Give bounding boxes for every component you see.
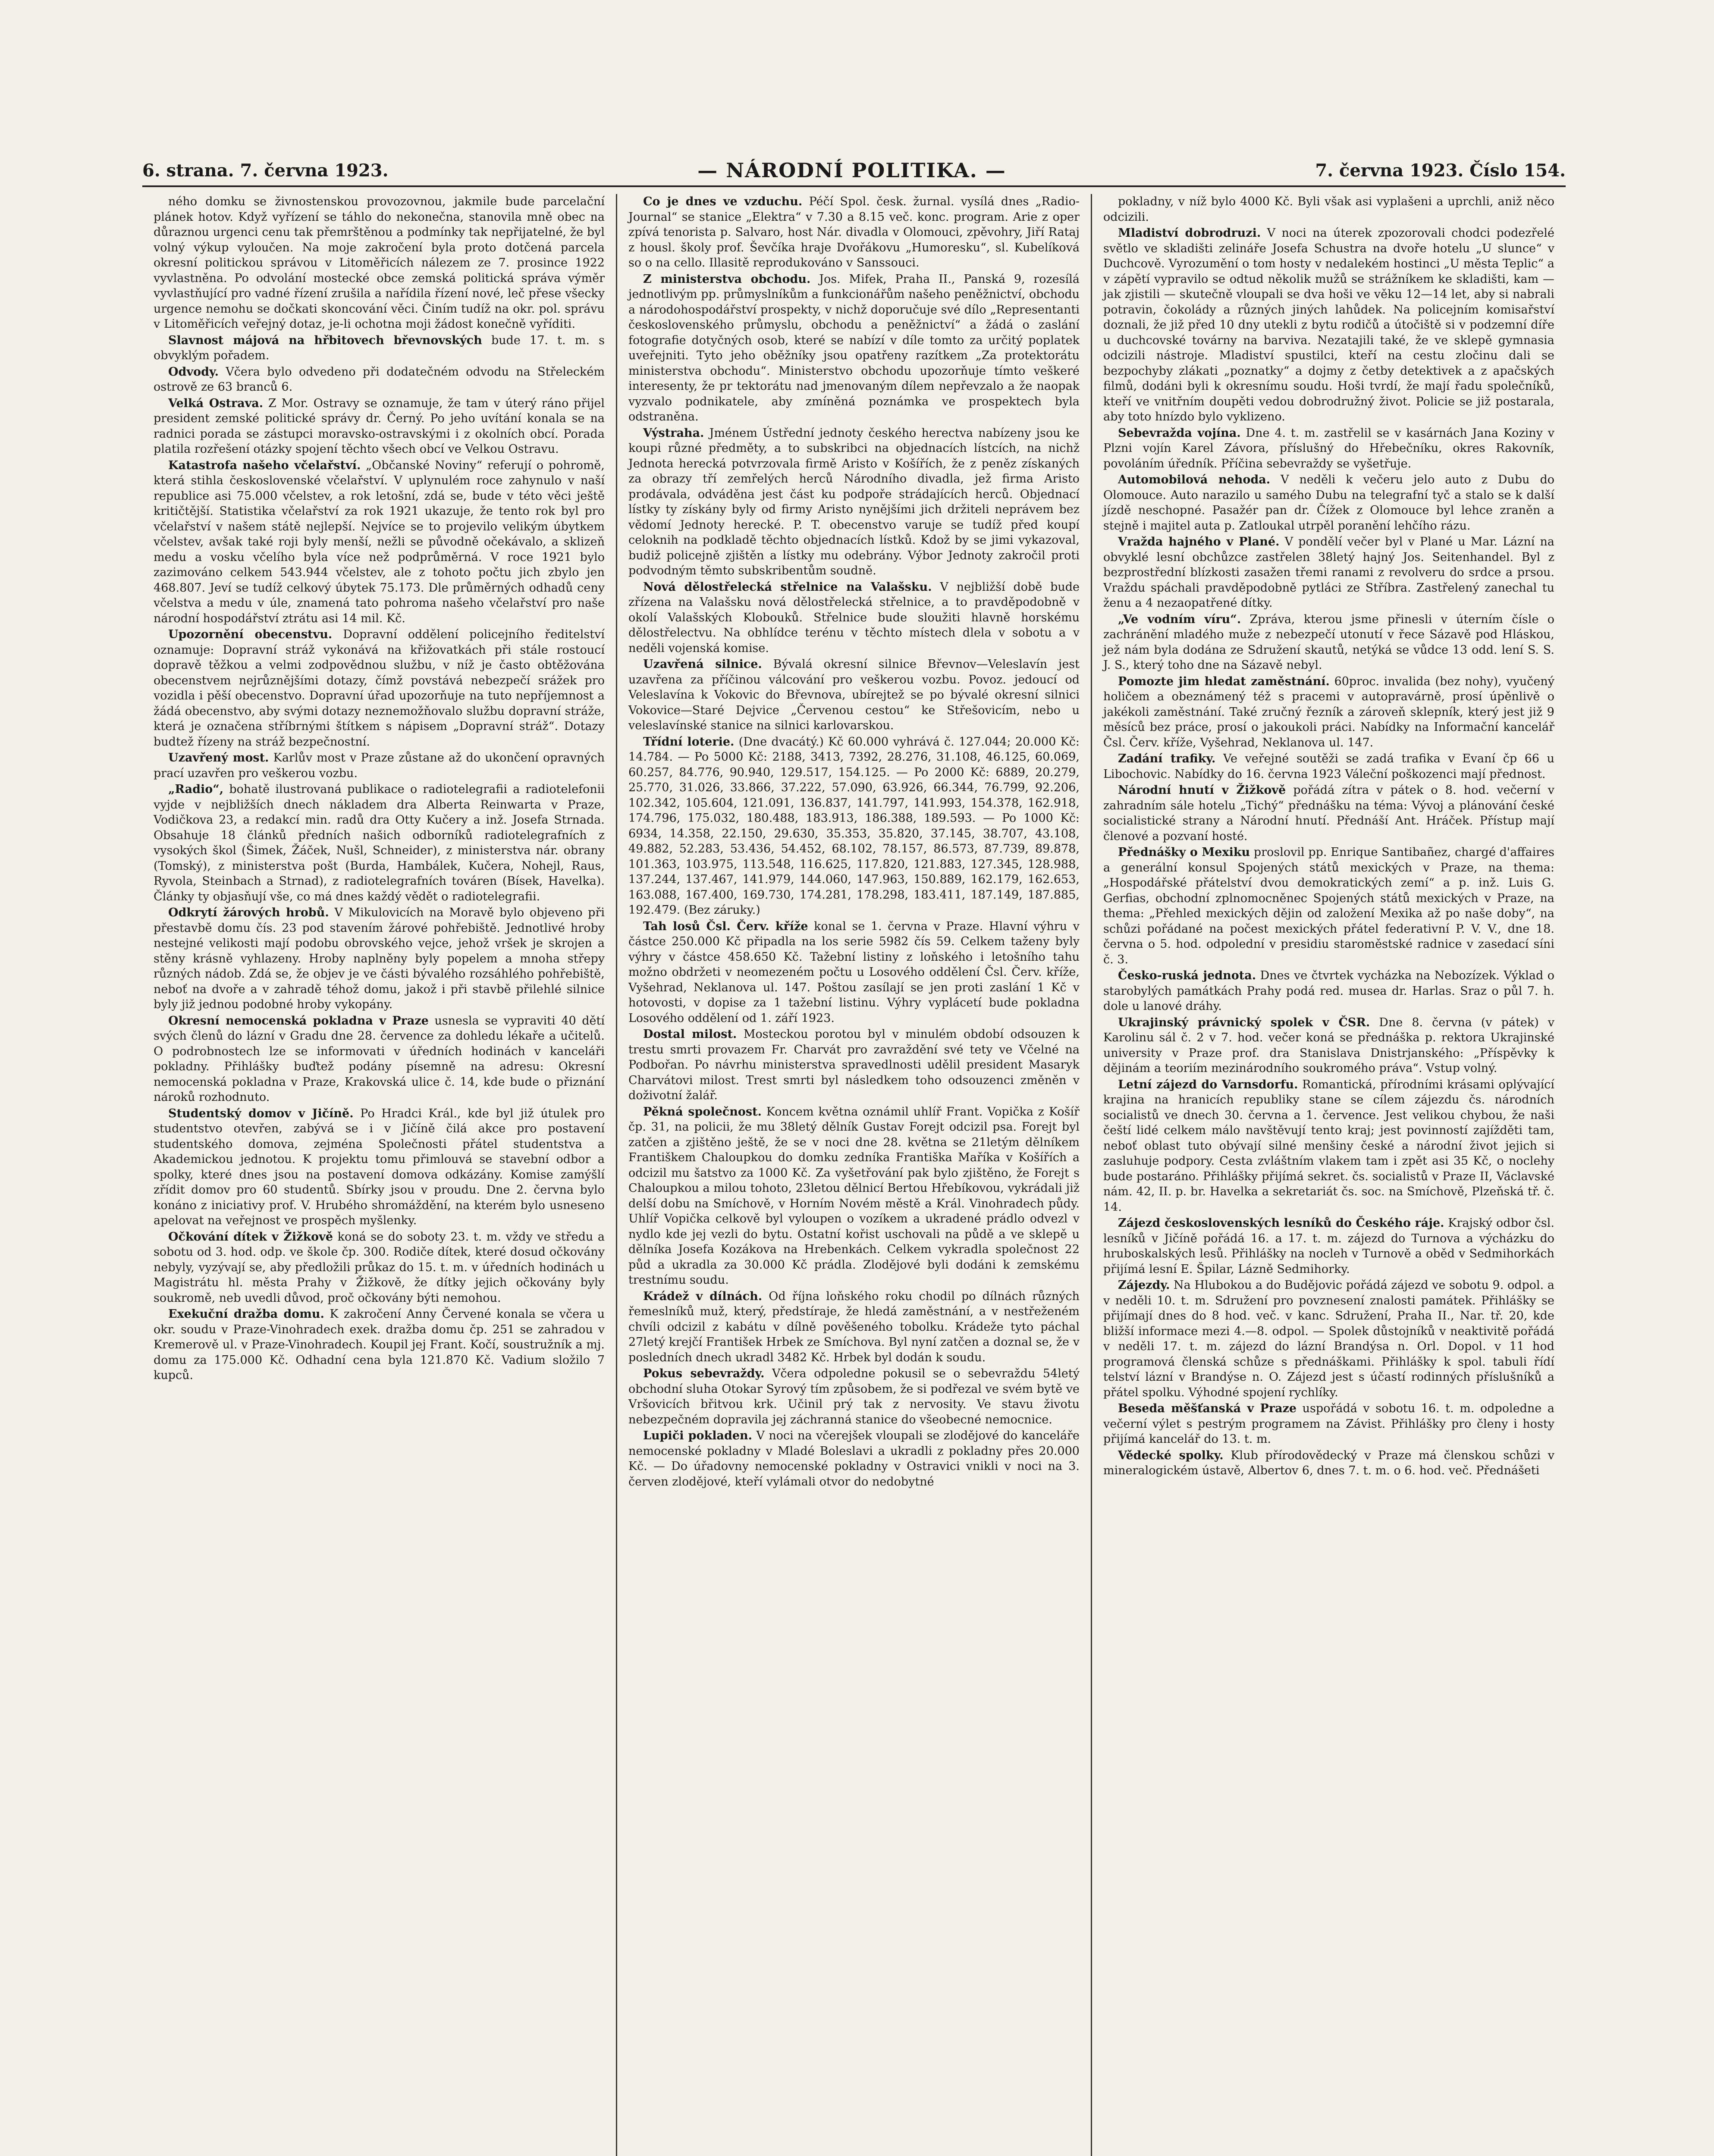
article-title: Zájezd československých lesníků do Českého ráje. <box>1118 1216 1444 1230</box>
article-body: ného domku se živnostenskou provozovnou, jakmile bude parcelační plánek hotov. Když vyřízení se táhlo do nekonečna, stanovila mně obec na důraznou urgenci cenu tak přemrštěnou a podmínky tak nepřijatelné, že byl volný výkup vyloučen. Na moje zakročení byla proto dotčená parcela okresní politickou správou v Litoměřicích nálezem ze 7. prosince 1922 vyvlastněna. Po odvolání mostecké obce zemská politická správa výměr vyvlastňující pro vadné řízení zrušila a nařídila řízení nové, leč přese všecky urgence nemohu se dočkati skoncování věci. Činím tudíž na okr. pol. správu v Litoměřicích veřejný dotaz, je-li ochotna moji žádost konečně vyříditi. <box>154 195 605 331</box>
article <box>628 426 1080 579</box>
article-title: Pěkná společnost. <box>643 1105 762 1119</box>
article-body: pokladny, v níž bylo 4000 Kč. Byli však asi vyplašeni a uprchli, aniž něco odcizili. <box>1103 195 1554 224</box>
article-body: usnesla se vypraviti 40 dětí svých členů do lázní v Gradu dne 28. července za dohledu lékaře a učitelů. O podrobnostech lze se informovati v úředních hodinách v kanceláři pokladny. Přihlášky buďtež podány písemně na adresu: Okresní nemocenská pokladna v Praze, Krakovská ulice č. 14, kde bude o přiznání nároků rozhodnuto. <box>154 1014 605 1104</box>
masthead-title: — NÁRODNÍ POLITIKA. — <box>697 159 1006 182</box>
article-body: Zpráva, kterou jsme přinesli v úterním čísle o zachránění mladého muže z nebezpečí utonutí v řece Sázavě pod Hláskou, jež nám byla dodána ze Sdružení skautů, netýká se vůdce 13 odd. lení S. S. J. S., který toho dne na Sázavě nebyl. <box>1103 612 1554 672</box>
article <box>628 1104 1080 1288</box>
article-title: Letní zájezd do Varnsdorfu. <box>1118 1078 1298 1091</box>
article-body: V neděli k večeru jelo auto z Dubu do Olomouce. Auto narazilo u samého Dubu na telegrafní tyč a stalo se k další jízdě neschopné. Pasažér pan dr. Čížek z Olomouce byl lehce zraněn a stejně i majitel auta p. Zatloukal utrpěl poranění lehčího rázu. <box>1103 473 1554 533</box>
article-title: Třídní loterie. <box>643 735 735 749</box>
article <box>628 919 1080 1026</box>
article-title: Okresní nemocenská pokladna v Praze <box>168 1014 429 1028</box>
article <box>154 905 605 1012</box>
columns <box>142 194 1566 2156</box>
article-title: Přednášky o Mexiku <box>1118 846 1250 859</box>
article-title: Ukrajinský právnický spolek v ČSR. <box>1118 1015 1370 1029</box>
article <box>1103 612 1554 673</box>
article-body: 60proc. invalida (bez nohy), vyučený holičem a obeznámený též s pracemi v autopravárně, prosí úpěnlivě o jakékoli zaměstnání. Také zručný řezník a zároveň sklepník, který jest již 9 měsíců bez práce, prosí o jakoukoli práci. Nabídky na Informační kancelář Čsl. Červ. kříže, Vyšehrad, Neklanova ul. 147. <box>1103 674 1554 749</box>
article-title: Slavnost májová na hřbitovech břevnovských <box>168 333 482 347</box>
article <box>1103 968 1554 1014</box>
article <box>154 1106 605 1228</box>
article-body: Klub přírodovědecký v Praze má členskou schůzi v mineralogickém ústavě, Albertov 6, dnes 7. t. m. o 6. hod. več. Přednášeti <box>1103 1448 1554 1477</box>
article-body: Karlův most v Praze zůstane až do ukončení opravných prací uzavřen pro veškerou vozbu. <box>154 751 605 780</box>
header-left: 6. strana. 7. června 1923. <box>142 160 389 181</box>
article <box>1103 534 1554 611</box>
article-title: Co je dnes ve vzduchu. <box>643 195 803 208</box>
article-body: Jos. Mifek, Praha II., Panská 9, rozesílá jednotlivým pp. průmyslníkům a funkcionářům našeho peněžnictví, obchodu a národohospodářství prospekty, v nichž doporučuje své dílo „Representanti československého průmyslu, obchodu a peněžnictví“ a žádá o zaslání fotografie dotyčných osob, které se nabízí v díle tomto za určitý poplatek uveřejniti. Tyto jeho oběžníky jsou opatřeny razítkem „Za protektorátu ministerstva obchodu“. Ministerstvo obchodu upozorňuje tímto veškeré interesenty, že pr tektorátu nad jmenovaným dílem nepřevzalo a že naopak vyzvalo podnikatele, aby zmíněná poznámka ve prospektech byla odstraněna. <box>628 272 1080 423</box>
article-title: Automobilová nehoda. <box>1118 473 1271 486</box>
article-body: koná se do soboty 23. t. m. vždy ve středu a sobotu od 3. hod. odp. ve škole čp. 300. Rodiče dítek, které dosud očkovány nebyly, vyzývají se, aby předložili průkaz do 15. t. m. v úředních hodinách u Magistrátu hl. města Prahy v Žižkově, že dítky jejich očkovány byly soukromě, neb uvedli důvod, proč očkovány býti nemohou. <box>154 1230 605 1305</box>
article <box>1103 674 1554 751</box>
article <box>628 1366 1080 1427</box>
article-title: „Ve vodním víru“. <box>1118 612 1241 626</box>
article <box>154 364 605 395</box>
article-title: Vědecké spolky. <box>1118 1448 1224 1462</box>
article-body: Včera odpoledne pokusil se o sebevraždu 54letý obchodní sluha Otokar Syrový tím způsobem, že si podřezal ve svém bytě ve Vršovicích břitvou krk. Učinil prý tak z nervosity. Ve stavu životu nebezpečném dopravila jej záchranná stanice do všeobecné nemocnice. <box>628 1367 1080 1426</box>
article-body: „Občanské Noviny“ referují o pohromě, která stihla československé včelařství. V uplynulém roce zahynulo v naší republice asi 75.000 včelstev, a rok letošní, zdá se, bude v této věci ještě kritičtější. Statistika včelařství za rok 1921 ukazuje, že tento rok byl pro včelařství v našem státě nejlepší. Nejvíce se to projevilo velikým úbytkem včelstev, avšak také roji byly menší, nežli se původně očekávalo, a sklizeň medu a vosku včelího byla více než podprůměrná. V roce 1921 bylo zazimováno celkem 543.944 včelstev, ale z tohoto počtu jich zbylo jen 468.807. Jeví se tudíž celkový úbytek 75.173. Dle průměrných odhadů ceny včelstva a medu v úle, znamená tato pohroma našeho včelařství pro naše národní hospodářství ztrátu asi 14 mil. Kč. <box>154 458 605 625</box>
article <box>628 272 1080 425</box>
article-body: Včera bylo odvedeno při dodatečném odvodu na Střeleckém ostrově ze 63 branců 6. <box>154 365 605 394</box>
article <box>628 1027 1080 1103</box>
article-body: Dne 8. června (v pátek) v Karolinu sál č. 2 v 7. hod. večer koná se přednáška p. rektora Ukrajinské university v Praze prof. dra Stanislava Dnistrjanského: „Příspěvky k dějinám a teoriím mezinárodního soukromého práva“. Vstup volný. <box>1103 1015 1554 1075</box>
article-title: Lupiči pokladen. <box>643 1429 753 1442</box>
article-title: Uzavřený most. <box>168 751 269 765</box>
article-body: bude 17. t. m. s obvyklým pořadem. <box>154 333 605 362</box>
article-body: V pondělí večer byl v Plané u Mar. Lázní na obvyklé lesní obchůzce zastřelen 38letý hajný Jos. Seitenhandel. Byl z bezprostřední blízkosti zasažen třemi ranami z revolveru do srdce a prsou. Vraždu spáchali pravděpodobně pytláci ze Stříbra. Zastřelený zanechal tu ženu a 4 nezaopatřené dítky. <box>1103 535 1554 610</box>
article-body: Koncem května oznámil uhlíř Frant. Vopička z Košíř čp. 31, na policii, že mu 38letý dělník Gustav Forejt odcizil psa. Forejt byl zatčen a zjištěno ještě, že se v noci dne 28. května se 21letým dělníkem Františkem Chaloupkou do domku zedníka Františka Maříka v Košířích a odcizil mu šatstvo za 1000 Kč. Za vyšetřování pak bylo zjištěno, že Forejt s Chaloupkou a milou tohoto, 23letou dělnicí Bertou Hřebíkovou, vykrádali již delší dobu na Smíchově, v Horním Novém městě a Král. Vinohradech půdy. Uhlíř Vopička celkově byl vyloupen o vozíkem a ukradené prádlo odvezl v nydlo kde jej vezli do bytu. Ostatní kořist uschovali na půdě a ve sklepě u dělníka Josefa Kozákova na Hrebenkách. Celkem vykradla společnost 22 půd a ukradla za 30.000 Kč prádla. Zlodějové byli dodáni k zemskému trestnímu soudu. <box>628 1105 1080 1287</box>
article-title: „Radio“, <box>168 783 224 796</box>
article-title: Krádež v dílnách. <box>643 1289 763 1303</box>
article-body: proslovil pp. Enrique Santibañez, chargé d'affaires a generální konsul Spojených států mexických v Praze, na thema: „Hospodářské přátelství dvou demokratických zemí“ a p. inž. Luis G. Gerfias, obchodní zplnomocněnec Spojených států mexických v Praze, na thema: „Přehled mexických dějin od založení Mexika až po naše doby“, na schůzi pořádané na počest mexických přátel federativní P. V. V., dne 18. června o 5. hod. odpolední v presidiu staroměstské radnice v zasedací síni č. 3. <box>1103 846 1554 966</box>
article-title: Odvody. <box>168 365 219 379</box>
article-title: Velká Ostrava. <box>168 396 264 410</box>
article-title: Katastrofa našeho včelařství. <box>168 458 361 472</box>
article-title: Exekuční dražba domu. <box>168 1307 324 1321</box>
article-title: Zadání trafiky. <box>1118 752 1216 765</box>
article-title: Uzavřená silnice. <box>643 658 762 671</box>
article <box>1103 1448 1554 1479</box>
article-body: V Mikulovicích na Moravě bylo objeveno při přestavbě domu čís. 23 pod stavením žárové pohřebiště. Jednotlivé hroby nestejné velikosti mají podobu obrovského vejce, jehož vršek je skrojen a stěny krásně vyhlazeny. Hroby naplněny byly popelem a mnoha střepy různých nádob. Zdá se, že objev je ve části bývalého rozsáhlého pohřebiště, neboť na dvoře a v zahradě téhož domu, jakož i při stavbě přilehlé silnice byly již jednou podobné hroby vykopány. <box>154 906 605 1011</box>
article <box>628 1428 1080 1489</box>
article-body: Na Hlubokou a do Budějovic pořádá zájezd ve sobotu 9. odpol. a v neděli 10. t. m. Sdružení pro povznesení znalosti památek. Přihlášky se přijímají dnes do 8 hod. več. v kanc. Sdružení, Praha II., Nar. tř. 20, kde bližší informace mezi 4.—8. odpol. — Spolek důstojníků v neaktivitě pořádá v neděli 17. t. m. zájezd do lázní Brandýsa n. Orl. Dopol. v 11 hod programová členská schůze s přednáškami. Přihlášky k spol. tabuli řídí telství lázní v Brandýse n. O. Zájezd jest s účastí rodinných příslušníků a přátel spolku. Výhodné spojení rychlíky. <box>1103 1279 1554 1399</box>
article-title: Zájezdy. <box>1118 1279 1170 1292</box>
article <box>154 1229 605 1306</box>
article <box>1103 751 1554 782</box>
article <box>154 458 605 627</box>
article <box>154 333 605 364</box>
column-3 <box>1091 194 1566 2156</box>
article-body: uspořádá v sobotu 16. t. m. odpoledne a večerní výlet s pestrým programem na Závist. Přihlášky pro členy i hosty přijímá kancelář do 13. t. m. <box>1103 1402 1554 1446</box>
article <box>1103 845 1554 967</box>
article <box>628 194 1080 271</box>
article-title: Odkrytí žárových hrobů. <box>168 906 329 919</box>
article-title: Národní hnutí v Žižkově <box>1118 783 1286 797</box>
column-1 <box>142 194 616 2156</box>
article <box>154 782 605 904</box>
article-body: Po Hradci Král., kde byl již útulek pro studentstvo otevřen, zabývá se i v Jičíně čilá akce pro postavení studentského domova, zejména Společnosti přátel studentstva a Akademickou jednotou. K projektu tomu přimlouvá se stavební odbor a spolky, které dnes jsou na postavení domova odkázány. Komise zamýšlí zřídit domov pro 60 studentů. Sbírky jsou v proudu. Dne 2. června bylo konáno z iniciativy prof. V. Hrubého shromáždění, na kterém bylo usneseno apelovat na veřejnost ve prospěch myšlenky. <box>154 1106 605 1227</box>
article-title: Beseda měšťanská v Praze <box>1118 1402 1297 1415</box>
article <box>1103 226 1554 425</box>
article-body: konal se 1. června v Praze. Hlavní výhru v částce 250.000 Kč připadla na los serie 5982 čís 59. Celkem taženy byly výhry v částce 458.650 Kč. Tažební listiny z loňského i letošního tahu možno obdržeti v neomezeném počtu u Losového oddělení Čsl. Červ. kříže, Vyšehrad, Neklanova ul. 147. Poštou zasílají se jen proti zaslání 1 Kč v hotovosti, v dopise za 1 tažební listinu. Výhry vyplácetí bude pokladna Losového oddělení od 1. září 1923. <box>628 919 1080 1025</box>
article <box>1103 1077 1554 1215</box>
article-body: Dne 4. t. m. zastřelil se v kasárnách Jana Koziny v Plzni vojín Karel Závora, příslušný do Hřebečníku, okres Rakovník, povoláním úředník. Příčina sebevraždy se vyšetřuje. <box>1103 426 1554 470</box>
article-body: V noci na úterek zpozorovali chodci podezřelé světlo ve skladišti zelináře Josefa Schustra na dvoře hotelu „U slunce“ v Duchcově. Vyrozumění o tom hosty v nedalekém hostinci „U města Teplic“ a v zápětí vypravilo se odtud několik mužů se strážníkem ke skladišti, kam — jak zjistili — skutečně vloupali se dva hoši ve věku 12—14 let, aby si nabrali potravin, čokolády a různých jiných lahůdek. Na policejním komisařství doznali, že již před 10 dny utekli z bytu rodičů a útočiště si v podzemní díře u duchcovské továrny na barviva. Nezatajili také, že ve sklepě gymnasia odcizili nástroje. Mladiství spustilci, kteří na cestu zločinu dali se bezpochyby zlákati „poznatky“ a dojmy z četby detektivek a z apačských filmů, dodáni byli k okresnímu soudu. Hoši tvrdí, že mají řadu společníků, kteří ve vnitřním doupěti vedou dobrodružný život. Policie se již postarala, aby toto hnízdo bylo vyklizeno. <box>1103 226 1554 423</box>
article <box>154 627 605 749</box>
article-title: Pokus sebevraždy. <box>643 1367 765 1380</box>
article-body: Mosteckou porotou byl v minulém období odsouzen k trestu smrti provazem Fr. Charvát pro zavraždění své tety ve Včelné na Podbořan. Po návrhu ministerstva spravedlnosti udělil president Masaryk Charvátovi milost. Trest smrti byl následkem toho odsouzenci změněn v doživotní žalář. <box>628 1028 1080 1102</box>
article <box>1103 194 1554 225</box>
article-body: (Dne dvacátý.) Kč 60.000 vyhrává č. 127.044; 20.000 Kč: 14.784. — Po 5000 Kč: 2188, 3413, 7392, 28.276, 31.108, 46.125, 60.069, 60.257, 84.776, 90.940, 129.517, 154.125. — Po 2000 Kč: 6889, 20.279, 25.770, 31.026, 33.866, 37.222, 57.090, 63.926, 66.344, 76.799, 92.206, 102.342, 105.604, 121.091, 136.837, 141.797, 141.993, 154.378, 162.918, 174.796, 175.032, 180.488, 183.913, 186.388, 189.593. — Po 1000 Kč: 6934, 14.358, 22.150, 29.630, 35.353, 35.820, 37.145, 38.707, 43.108, 49.882, 52.283, 53.436, 54.452, 68.102, 78.157, 86.573, 87.739, 89.878, 101.363, 103.975, 113.548, 116.625, 117.820, 121.883, 127.345, 128.988, 137.244, 137.467, 141.979, 144.060, 147.963, 150.889, 162.179, 162.653, 163.088, 167.400, 169.730, 174.281, 178.298, 183.411, 187.149, 187.885, 192.479. (Bez záruky.) <box>628 735 1080 917</box>
article <box>1103 1015 1554 1076</box>
article-title: Pomozte jim hledat zaměstnání. <box>1118 674 1330 688</box>
header-right: 7. června 1923. Číslo 154. <box>1315 160 1566 181</box>
article <box>1103 1401 1554 1447</box>
article-body: Jménem Ústřední jednoty českého herectva nabízeny jsou ke koupi různé předměty, a to subskribci na objednacích lístcích, na nichž Jednota herecká potvrzovala firmě Aristo v Košířích, že z peněz získaných za obrazy tří zemřelých herců Národního divadla, jež firma Aristo prodávala, odváděna jest část ku podpoře strádajících herců. Objednací lístky ty získány byly od firmy Aristo nynějšími jich držiteli neprávem bez vědomí Jednoty herecké. P. T. obecenstvo varuje se tudíž před koupí celoknih na podkladě těchto objednacích lístků. Kdož by se jimi vykazoval, budiž policejně zjištěn a lístky mu odebrány. Výbor Jednoty zakročil proti podvodným těmto subskribentům soudně. <box>628 426 1080 577</box>
article <box>154 1307 605 1383</box>
article-body: Péčí Spol. česk. žurnal. vysílá dnes „Radio-Journal“ se stanice „Elektra“ v 7.30 a 8.15 več. konc. program. Arie z oper zpívá tenorista p. Salvaro, host Nár. divadla v Olomouci, zpěvohry, Jiří Rataj z housl. školy prof. Ševčíka hraje Dvořákovu „Humoresku“, sl. Kubelíková so o na cello. Illasitě reprodukováno v Sanssouci. <box>628 195 1080 270</box>
article-title: Očkování dítek v Žižkově <box>168 1230 333 1244</box>
article-title: Dostal milost. <box>643 1028 737 1041</box>
article-body: Romantická, přírodními krásami oplývající krajina na hranicích republiky stane se cílem zájezdu čs. národních socialistů ve dnech 30. června a 1. července. Jest velikou chybou, že naši čeští lidé celkem málo navštěvují tento kraj; jest povinností zajížděti tam, neboť oblast tuto obývají silné menšiny české a národní život jejich si zasluhuje podpory. Cesta zvláštním vlakem tam i zpět asi 35 Kč, o noclehy bude postaráno. Přihlášky přijímá sekret. čs. socialistů v Praze II, Václavské nám. 42, II. p. br. Havelka a sekretariát čs. soc. na Smíchově, Plzeňská tř. č. 14. <box>1103 1078 1554 1214</box>
article-title: Česko-ruská jednota. <box>1118 969 1256 982</box>
article-body: K zakročení Anny Červené konala se včera u okr. soudu v Praze-Vinohradech exek. dražba domu čp. 251 se zahradou v Kremerově ul. v Praze-Vinohradech. Koupil jej Frant. Kočí, soustružník a mj. domu za 175.000 Kč. Odhadní cena byla 121.870 Kč. Vadium složilo 7 kupců. <box>154 1307 605 1382</box>
article <box>1103 783 1554 844</box>
article-body: Bývalá okresní silnice Břevnov—Veleslavín jest uzavřena za příčinou válcování pro veškerou vozbu. Povoz. jedoucí od Veleslavína k Vokovic do Břevnova, ubírejtež se po bývalé okresní silnici Vokovice—Staré Dejvice „Červenou cestou“ ke Střešovicím, nebo u veleslavínské stanice na silnici karlovarskou. <box>628 658 1080 732</box>
article-body: V nejbližší době bude zřízena na Valašsku nová dělostřelecká střelnice, a to pravděpodobně v okolí Valašských Klobouků. Střelnice bude sloužiti hlavně horskému dělostřelectvu. Na obhlídce terénu v těchto místech dlela v sobotu a v neděli vojenská komise. <box>628 580 1080 655</box>
article <box>154 194 605 332</box>
article <box>154 750 605 781</box>
page-header <box>142 155 1566 187</box>
article <box>628 1289 1080 1366</box>
article-title: Nová dělostřelecká střelnice na Valašsku. <box>643 580 932 594</box>
article <box>628 657 1080 733</box>
article-title: Výstraha. <box>643 426 704 440</box>
article <box>154 1013 605 1105</box>
article-body: V noci na včerejšek vloupali se zlodějové do kanceláře nemocenské pokladny v Mladé Boleslavi a ukradli z pokladny přes 20.000 Kč. — Do úřadovny nemocenské pokladny v Ostravici vnikli v noci na 3. červen zlodějové, kteří vylámali otvor do nedobytné <box>628 1429 1080 1489</box>
article <box>1103 1278 1554 1400</box>
article-title: Vražda hajného v Plané. <box>1118 535 1280 548</box>
article-title: Z ministerstva obchodu. <box>643 272 811 286</box>
article-title: Studentský domov v Jičíně. <box>168 1106 354 1120</box>
article <box>154 396 605 457</box>
article-body: pořádá zítra v pátek o 8. hod. večerní v zahradním sále hotelu „Tichý“ přednášku na téma: Vývoj a plánování české socialistické strany a Národní hnutí. Přednáší Ant. Hráček. Přístup mají členové a pozvaní hosté. <box>1103 783 1554 843</box>
column-2 <box>616 194 1091 2156</box>
article <box>1103 472 1554 533</box>
article-body: Ve veřejné soutěži se zadá trafika v Evaní čp 66 u Libochovic. Nabídky do 16. června 1923 Váleční poškozenci mají přednost. <box>1103 752 1555 781</box>
article-title: Tah losů Čsl. Červ. kříže <box>643 919 808 933</box>
article-body: Dopravní oddělení policejního ředitelství oznamuje: Dopravní stráž vykonává na křižovatkách při stále rostoucí dopravě těžkou a velmi zodpovědnou službu, v níž je často obtěžována obecenstvem nejrůznějšími dotazy, čímž povstává nebezpečí srážek pro vozidla i pěší obecenstvo. Dopravní úřad upozorňuje na tuto nepříjemnost a žádá obecenstvo, aby svými dotazy neznemožňovalo službu dopravní stráže, která je označena stříbrnými štítkem s nápisem „Dopravní stráž“. Dotazy budtež řízeny na stráž bezpečnostní. <box>154 628 605 749</box>
article-body: Krajský odbor čsl. lesníků v Jičíně pořádá 16. a 17. t. m. zájezd do Turnova a výcházku do hruboskalských lesů. Přihlášky na nocleh v Turnově a oběd v Sedmihorkách přijímá lesní E. Špilar, Lázně Sedmihorky. <box>1103 1216 1554 1276</box>
article-title: Sebevražda vojína. <box>1118 426 1241 440</box>
article <box>628 734 1080 918</box>
article-title: Mladiství dobrodruzi. <box>1118 226 1261 240</box>
article <box>628 580 1080 656</box>
article <box>1103 426 1554 472</box>
article-title: Upozornění obecenstvu. <box>168 628 333 641</box>
article-body: bohatě ilustrovaná publikace o radiotelegrafii a radiotelefonii vyjde v nejbližších dnech nákladem dra Alberta Reinwarta v Praze, Vodičkova 23, a redakcí min. radů dra Otty Kučery a inž. Josefa Strnada. Obsahuje 18 článků předních našich odborníků radiotelegrafních z vysokých škol (Šimek, Žáček, Nušl, Schneider), z ministerstva nár. obrany (Tomský), z ministerstva pošt (Burda, Hambálek, Kučera, Nohejl, Raus, Ryvola, Steinbach a Strnad), z radiotelegrafních továren (Bísek, Havelka). Články ty objasňují vše, co má dnes každý vědět o radiotelegrafii. <box>154 783 605 903</box>
article-body: Dnes ve čtvrtek vycházka na Nebozízek. Výklad o starobylých památkách Prahy podá red. musea dr. Harlas. Sraz o půl 7. h. dole u lanové dráhy. <box>1103 969 1555 1013</box>
article-body: Z Mor. Ostravy se oznamuje, že tam v úterý ráno přijel president zemské politické správy dr. Černý. Po jeho uvítání konala se na radnici porada se zástupci moravsko-ostravskými i z okolních obcí. Porada platila rozřešení otázky spojení těchto všech obcí ve Velkou Ostravu. <box>154 396 605 456</box>
article <box>1103 1216 1554 1277</box>
article-body: Od října loňského roku chodil po dílnách různých řemeslníků muž, který, předstíraje, že hledá zaměstnání, a v nestřeženém chvíli odcizil z kabátu v dílně pověšeného tobolku. Krádeže tyto páchal 27letý krejčí František Hrbek ze Smíchova. Byl nyní zatčen a doznal se, že v posledních dnech ukradl 3482 Kč. Hrbek byl dodán k soudu. <box>628 1289 1080 1364</box>
